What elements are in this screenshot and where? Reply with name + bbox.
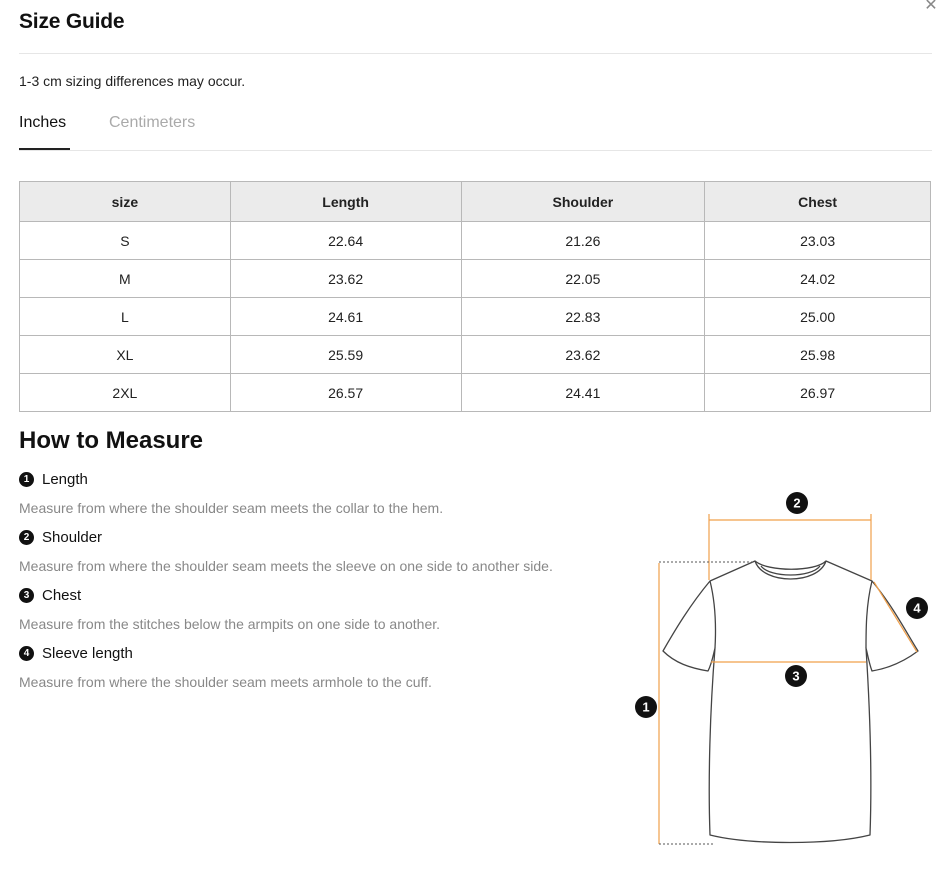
measure-item-length [19, 471, 88, 488]
cell-length: 26.57 [230, 374, 461, 412]
header-shoulder: Shoulder [461, 182, 705, 222]
measure-label: Sleeve length [42, 645, 133, 662]
measure-desc: Measure from where the shoulder seam meets armhole to the cuff. [19, 674, 432, 690]
number-4-icon: 4 [19, 646, 34, 661]
cell-shoulder: 22.83 [461, 298, 705, 336]
cell-chest: 25.00 [705, 298, 931, 336]
header-chest: Chest [705, 182, 931, 222]
cell-shoulder: 22.05 [461, 260, 705, 298]
cell-shoulder: 24.41 [461, 374, 705, 412]
cell-chest: 26.97 [705, 374, 931, 412]
cell-size: M [20, 260, 231, 298]
measure-desc: Measure from where the shoulder seam meets the sleeve on one side to another side. [19, 558, 553, 574]
header-size: size [20, 182, 231, 222]
tshirt-measurement-diagram [630, 480, 940, 860]
svg-text:3: 3 [792, 668, 800, 684]
number-2-icon: 2 [19, 530, 34, 545]
divider [19, 53, 932, 54]
measure-desc: Measure from the stitches below the armpits on one side to another. [19, 616, 441, 632]
cell-chest: 23.03 [705, 222, 931, 260]
tab-centimeters[interactable]: Centimeters [109, 114, 196, 131]
svg-text:4: 4 [913, 600, 921, 616]
sizing-note: 1-3 cm sizing differences may occur. [19, 73, 246, 89]
cell-length: 23.62 [230, 260, 461, 298]
marker-3-icon [785, 665, 807, 687]
cell-chest: 24.02 [705, 260, 931, 298]
measure-desc: Measure from where the shoulder seam meets the collar to the hem. [19, 500, 444, 516]
table-header-row [20, 182, 931, 222]
unit-tabs [19, 110, 932, 151]
active-tab-indicator [19, 148, 70, 150]
tab-inches[interactable]: Inches [19, 114, 67, 131]
measure-item-chest [19, 587, 81, 604]
cell-size: S [20, 222, 231, 260]
table-row [20, 298, 931, 336]
header-length: Length [230, 182, 461, 222]
cell-shoulder: 21.26 [461, 222, 705, 260]
cell-size: L [20, 298, 231, 336]
size-table [19, 181, 931, 412]
close-icon[interactable]: ✕ [924, 0, 938, 14]
measure-label: Chest [42, 587, 82, 604]
number-3-icon: 3 [19, 588, 34, 603]
cell-length: 25.59 [230, 336, 461, 374]
cell-length: 24.61 [230, 298, 461, 336]
measure-label: Length [42, 471, 88, 488]
measure-item-sleeve-length [19, 645, 133, 662]
table-row [20, 222, 931, 260]
svg-text:2: 2 [793, 495, 801, 511]
cell-chest: 25.98 [705, 336, 931, 374]
cell-size: XL [20, 336, 231, 374]
marker-4-icon [906, 597, 928, 619]
cell-size: 2XL [20, 374, 231, 412]
number-1-icon: 1 [19, 472, 34, 487]
cell-shoulder: 23.62 [461, 336, 705, 374]
dialog-title: Size Guide [19, 10, 125, 33]
how-to-measure-title: How to Measure [19, 427, 204, 454]
svg-text:1: 1 [642, 699, 650, 715]
table-row [20, 336, 931, 374]
measure-label: Shoulder [42, 529, 103, 546]
table-row [20, 260, 931, 298]
marker-1-icon [635, 696, 657, 718]
cell-length: 22.64 [230, 222, 461, 260]
measure-item-shoulder [19, 529, 102, 546]
marker-2-icon [786, 492, 808, 514]
tshirt-icon [663, 561, 918, 843]
table-row [20, 374, 931, 412]
